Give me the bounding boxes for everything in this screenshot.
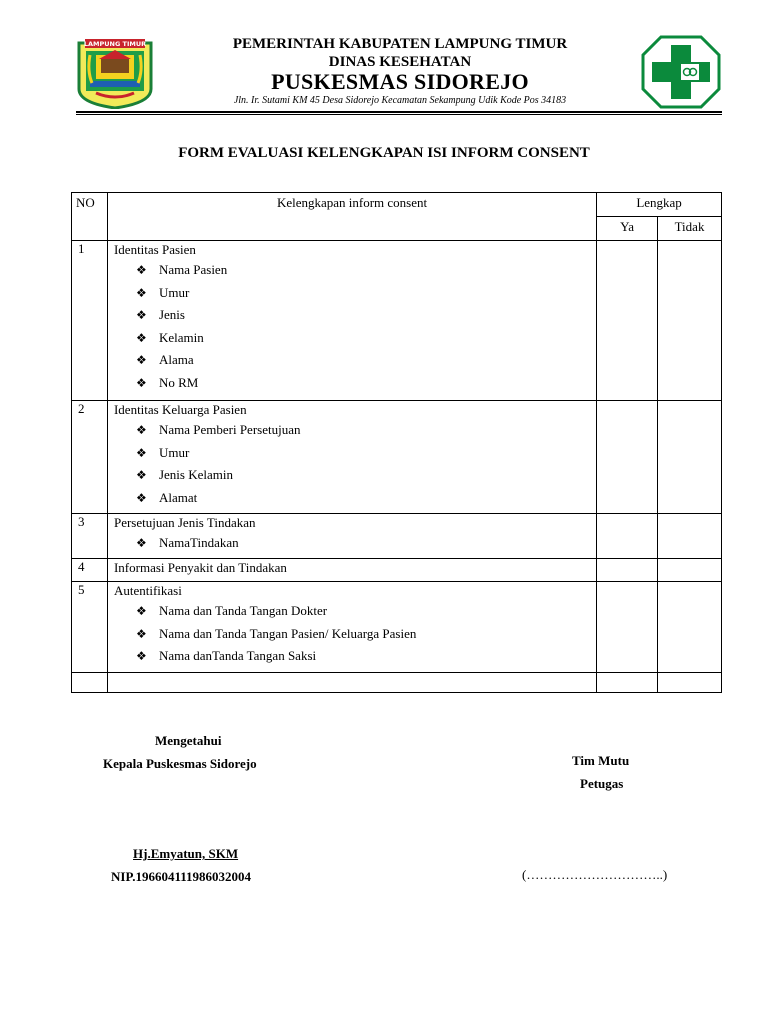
diamond-bullet-icon: ❖: [135, 468, 147, 482]
diamond-bullet-icon: ❖: [135, 330, 147, 345]
check-cell-not[interactable]: [658, 559, 722, 582]
officer-signature-blank: (…………………………..): [522, 867, 668, 882]
list-item: [136, 623, 596, 646]
list-item-label: NamaTindakan: [158, 535, 239, 550]
list-item: [136, 442, 596, 465]
list-item: [136, 259, 596, 282]
consent-checklist-table: [71, 192, 722, 693]
list-item: [136, 304, 596, 327]
diamond-bullet-icon: ❖: [135, 626, 147, 641]
row-content-empty: [107, 673, 596, 693]
row-number: 4: [72, 559, 108, 582]
diamond-bullet-icon: ❖: [135, 423, 147, 437]
header-rule-thin: [76, 114, 722, 115]
list-item-label: Jenis Kelamin: [158, 467, 233, 482]
header-department: DINAS KESEHATAN: [328, 54, 472, 70]
col-header-complete: Lengkap: [597, 193, 722, 217]
list-item-label: Nama Pasien: [158, 262, 228, 277]
list-item-label: Nama Pemberi Persetujuan: [158, 422, 301, 437]
check-cell-not[interactable]: [658, 401, 722, 514]
list-item-label: Umur: [158, 444, 190, 460]
row-content: [107, 559, 596, 582]
diamond-bullet-icon: ❖: [135, 445, 147, 460]
list-item-label: Kelamin: [158, 329, 204, 345]
header-institution: PUSKESMAS SIDOREJO: [271, 69, 529, 94]
header-government: PEMERINTAH KABUPATEN LAMPUNG TIMUR: [232, 36, 568, 52]
list-item-label: Umur: [158, 284, 190, 300]
list-item-label: Jenis: [158, 307, 185, 322]
diamond-bullet-icon: ❖: [135, 536, 147, 550]
list-item: [136, 349, 596, 372]
svg-text:LAMPUNG TIMUR: LAMPUNG TIMUR: [83, 40, 147, 48]
list-item-label: Alama: [158, 352, 194, 367]
list-item-label: Alamat: [158, 489, 198, 505]
list-item-label: Nama dan Tanda Tangan Dokter: [158, 603, 328, 618]
row-number: 2: [72, 401, 108, 514]
diamond-bullet-icon: ❖: [135, 490, 147, 505]
diamond-bullet-icon: ❖: [135, 604, 147, 618]
col-header-yes: Ya: [597, 217, 658, 241]
table-row: [72, 582, 722, 673]
head-title: Kepala Puskesmas Sidorejo: [103, 756, 257, 771]
list-item: [136, 372, 596, 395]
row-content: [107, 241, 596, 401]
header-address: Jln. Ir. Sutami KM 45 Desa Sidorejo Kecamatan Sekampung Udik Kode Pos 34183: [233, 95, 567, 106]
list-item-label: Nama danTanda Tangan Saksi: [158, 648, 317, 663]
list-item-label: Nama dan Tanda Tangan Pasien/ Keluarga Pasien: [158, 625, 417, 641]
list-item: [136, 532, 596, 555]
acknowledged-label: Mengetahui: [155, 733, 222, 748]
row-title: Informasi Penyakit dan Tindakan: [113, 560, 287, 575]
diamond-bullet-icon: ❖: [135, 375, 147, 390]
quality-team-label: Tim Mutu: [572, 753, 630, 768]
check-cell-yes[interactable]: [597, 514, 658, 559]
check-cell-not[interactable]: [658, 673, 722, 693]
check-cell-yes[interactable]: [597, 673, 658, 693]
row-number: 3: [72, 514, 108, 559]
head-name: Hj.Emyatun, SKM: [133, 846, 239, 861]
list-item: [136, 645, 596, 668]
table-row: [72, 401, 722, 514]
officer-label: Petugas: [580, 776, 624, 791]
diamond-bullet-icon: ❖: [135, 285, 147, 300]
list-item: [136, 600, 596, 623]
check-cell-yes[interactable]: [597, 582, 658, 673]
list-item: [136, 282, 596, 305]
row-title: Identitas Pasien: [113, 242, 196, 257]
row-content: [107, 401, 596, 514]
list-item: [136, 327, 596, 350]
diamond-bullet-icon: ❖: [135, 308, 147, 322]
row-content: [107, 582, 596, 673]
table-row: [72, 241, 722, 401]
table-row: [72, 514, 722, 559]
diamond-bullet-icon: ❖: [135, 263, 147, 277]
lampung-timur-emblem: [76, 37, 154, 109]
col-header-not: Tidak: [658, 217, 722, 241]
row-number-empty: [72, 673, 108, 693]
header-rule-thick: [76, 111, 722, 113]
row-number: 5: [72, 582, 108, 673]
table-row: [72, 559, 722, 582]
head-nip: NIP.196604111986032004: [111, 869, 252, 884]
check-cell-not[interactable]: [658, 582, 722, 673]
table-row-empty: [72, 673, 722, 693]
check-cell-yes[interactable]: [597, 241, 658, 401]
col-header-no: NO: [72, 193, 108, 241]
check-cell-not[interactable]: [658, 514, 722, 559]
row-number: 1: [72, 241, 108, 401]
list-item: [136, 487, 596, 510]
row-title: Autentifikasi: [113, 583, 182, 598]
check-cell-yes[interactable]: [597, 559, 658, 582]
check-cell-not[interactable]: [658, 241, 722, 401]
diamond-bullet-icon: ❖: [135, 353, 147, 367]
col-header-item: Kelengkapan inform consent: [107, 193, 596, 241]
puskesmas-logo: [641, 35, 721, 109]
diamond-bullet-icon: ❖: [135, 649, 147, 663]
row-title: Identitas Keluarga Pasien: [113, 402, 247, 417]
list-item-label: No RM: [158, 374, 199, 390]
list-item: [136, 464, 596, 487]
list-item: [136, 419, 596, 442]
check-cell-yes[interactable]: [597, 401, 658, 514]
row-content: [107, 514, 596, 559]
form-title: FORM EVALUASI KELENGKAPAN ISI INFORM CONSENT: [178, 145, 590, 161]
row-title: Persetujuan Jenis Tindakan: [113, 515, 256, 530]
